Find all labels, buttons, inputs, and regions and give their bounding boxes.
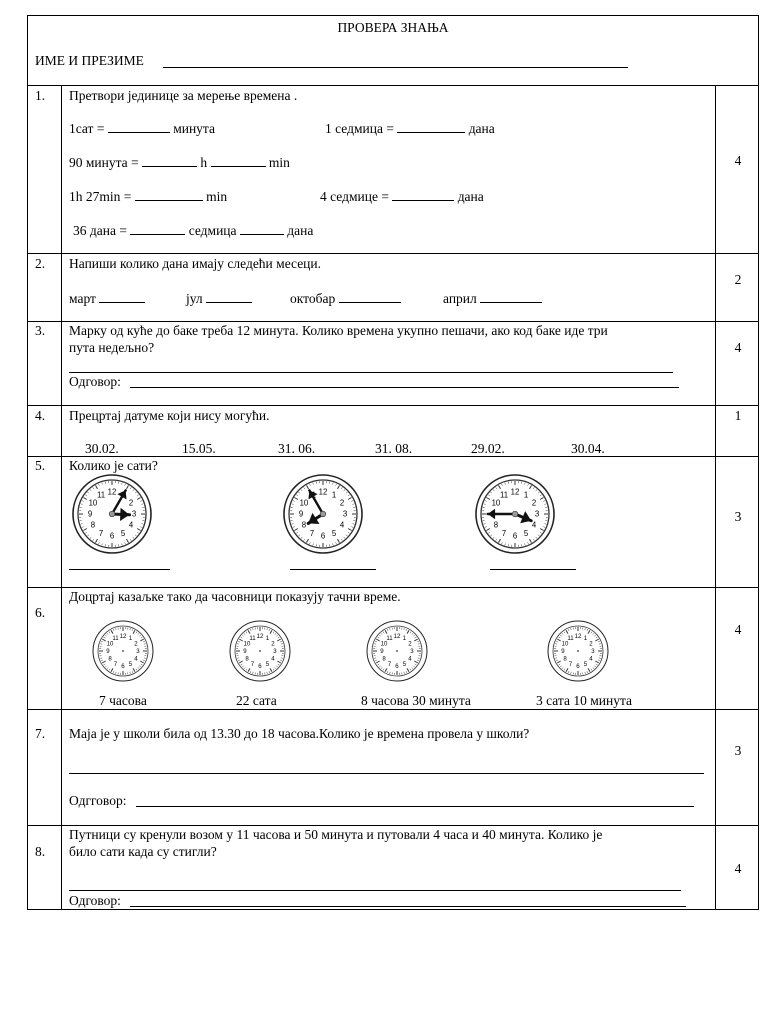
q7-answer-label: Одгговор: [69,793,127,808]
blank-clock-face[interactable] [546,619,610,683]
clock-number: 4 [408,655,412,663]
clock-number: 5 [128,661,133,669]
clock-number: 4 [128,520,134,530]
clock-number: 12 [107,487,117,497]
answer-blank[interactable] [108,120,170,133]
answer-line[interactable] [490,569,576,570]
q6-caption: 3 сата 10 минута [536,693,633,708]
clock-number: 12 [510,487,520,497]
clock-number: 4 [339,520,345,530]
blank-clock-face[interactable] [91,619,155,683]
clock-number: 7 [568,661,573,669]
q4-date[interactable]: 15.05. [182,441,216,456]
clock-number: 1 [583,635,588,643]
answer-line[interactable] [69,890,681,891]
name-field[interactable] [163,67,628,68]
q2-number: 2. [35,256,46,271]
q5-number: 5. [35,458,46,473]
clock-number: 3 [342,509,348,519]
q7-number: 7. [35,726,46,741]
clock-number: 9 [380,648,384,656]
clock-number: 11 [249,635,256,643]
clock-number: 9 [298,509,304,519]
clock-number: 11 [386,635,393,643]
q4-date[interactable]: 31. 08. [375,441,413,456]
blank-clock-face[interactable] [228,619,292,683]
q3-points: 4 [734,340,742,355]
clock-number: 10 [106,640,114,648]
q8-prompt-line2: било сати када су стигли? [69,844,217,859]
clock-number: 1 [331,490,337,500]
clock-number: 8 [382,655,386,663]
clock-number: 6 [512,531,518,541]
clock-number: 7 [501,528,507,538]
answer-blank[interactable] [142,154,197,167]
clock-number: 7 [250,661,255,669]
clock-number: 12 [119,633,127,641]
clock-number: 5 [265,661,270,669]
q1-row-b: 90 минута = h min [69,155,290,170]
q1-row-a1: 1сат = минута [69,121,215,136]
answer-line[interactable] [69,569,170,570]
q1-row-c2: 4 седмице = дана [320,189,484,204]
clock-number: 6 [320,531,326,541]
q4-points: 1 [734,408,742,423]
clock-number: 2 [408,640,412,648]
clock-face [474,473,556,555]
clock-number: 8 [90,520,96,530]
clock-number: 5 [402,661,407,669]
q6-points: 4 [734,622,742,637]
clock-number: 12 [318,487,328,497]
clock-number: 6 [258,663,262,671]
clock-number: 1 [523,490,529,500]
q2-month: март [69,290,145,307]
clock-number: 3 [534,509,540,519]
clock-number: 4 [589,655,593,663]
q2-month: април [443,290,542,307]
clock-number: 10 [380,640,388,648]
clock-number: 8 [493,520,499,530]
blank-clock-face[interactable] [365,619,429,683]
clock-number: 4 [271,655,275,663]
clock-number: 12 [256,633,264,641]
clock-number: 2 [339,498,345,508]
clock-number: 7 [98,528,104,538]
answer-line[interactable] [130,906,686,907]
q8-prompt-line1: Путници су кренули возом у 11 часова и 50 минута и путовали 4 часа и 40 минута. Колико је [69,827,603,842]
q1-number: 1. [35,88,46,103]
name-label: ИМЕ И ПРЕЗИМЕ [35,53,144,68]
answer-blank[interactable] [339,290,401,303]
q1-row-a2: 1 седмица = дана [325,121,495,136]
clock-number: 10 [491,498,501,508]
q8-answer-label: Одговор: [69,893,121,908]
answer-blank[interactable] [392,188,454,201]
clock-number: 5 [331,528,337,538]
clock-number: 1 [128,635,133,643]
clock-number: 6 [395,663,399,671]
clock-number: 9 [106,648,110,656]
clock-number: 2 [531,498,537,508]
clock-number: 2 [589,640,593,648]
answer-blank[interactable] [99,290,145,303]
answer-blank[interactable] [480,290,542,303]
clock-number: 10 [88,498,98,508]
answer-line[interactable] [130,387,679,388]
clock-number: 1 [402,635,407,643]
q8-number: 8. [35,844,46,859]
clock-number: 3 [591,648,595,656]
clock-number: 9 [87,509,93,519]
clock-number: 11 [96,490,106,500]
answer-blank[interactable] [206,290,252,303]
q6-number: 6. [35,605,46,620]
answer-blank[interactable] [211,154,266,167]
q3-number: 3. [35,323,46,338]
clock-number: 11 [112,635,119,643]
clock-number: 2 [271,640,275,648]
answer-line[interactable] [290,569,376,570]
q2-points: 2 [734,272,742,287]
clock-number: 5 [120,528,126,538]
q6-prompt: Доцртај казаљке тако да часовници показују тачни време. [69,589,401,604]
clock-number: 3 [136,648,140,656]
clock-number: 6 [576,663,580,671]
clock-number: 4 [531,520,537,530]
clock-number: 8 [108,655,112,663]
page-title: ПРОВЕРА ЗНАЊА [337,20,449,35]
answer-blank[interactable] [130,222,185,235]
q4-date[interactable]: 31. 06. [278,441,316,456]
clock-number: 7 [309,528,315,538]
clock-number: 12 [393,633,401,641]
q5-points: 3 [734,509,742,524]
clock-number: 6 [121,663,125,671]
clock-number: 2 [134,640,138,648]
q6-caption: 8 часова 30 минута [361,693,471,708]
q3-answer-label: Одговор: [69,374,121,389]
q3-prompt-line2: пута недељно? [69,340,155,355]
clock-number: 7 [113,661,118,669]
clock-number: 7 [387,661,392,669]
q7-points: 3 [734,743,742,758]
answer-blank[interactable] [135,188,203,201]
clock-number: 3 [410,648,414,656]
q7-prompt: Маја је у школи била од 13.30 до 18 часова.Колико је времена провела у школи? [69,726,530,741]
clock-number: 8 [245,655,249,663]
clock-number: 8 [301,520,307,530]
q2-month: октобар [290,290,401,307]
clock-number: 10 [299,498,309,508]
clock-number: 5 [523,528,529,538]
clock-number: 6 [109,531,115,541]
clock-number: 9 [561,648,565,656]
clock-number: 4 [134,655,138,663]
clock-number: 5 [583,661,588,669]
clock-number: 3 [273,648,277,656]
clock-number: 12 [574,633,582,641]
answer-line[interactable] [69,372,673,373]
answer-line[interactable] [136,806,694,807]
clock-number: 10 [243,640,251,648]
clock-number: 1 [265,635,270,643]
clock-number: 10 [561,640,569,648]
q2-prompt: Напиши колико дана имају следећи месеци. [69,256,322,271]
q3-prompt-line1: Марку од куће до баке треба 12 минута. Колико времена укупно пешачи, ако код баке иде три [69,323,608,338]
test-sheet [27,15,759,910]
q1-points: 4 [734,153,742,168]
q4-prompt: Прецртај датуме који нису могући. [69,408,270,423]
q1-row-d: 36 дана = седмица дана [73,223,314,238]
clock-face [282,473,364,555]
q2-month: јул [186,290,252,307]
q5-prompt: Колико је сати? [69,458,158,473]
q1-prompt: Претвори јединице за мерење времена . [69,88,298,103]
clock-face [71,473,153,555]
clock-number: 11 [499,490,509,500]
q4-date[interactable]: 29.02. [471,441,505,456]
answer-blank[interactable] [240,222,284,235]
clock-number: 2 [128,498,134,508]
answer-blank[interactable] [397,120,465,133]
clock-number: 11 [567,635,574,643]
q8-points: 4 [734,861,742,876]
q4-date[interactable]: 30.02. [85,441,119,456]
q6-caption: 22 сата [236,693,277,708]
clock-number: 3 [131,509,137,519]
q4-number: 4. [35,408,46,423]
clock-number: 9 [243,648,247,656]
answer-line[interactable] [69,773,704,774]
q6-caption: 7 часова [99,693,147,708]
q4-date[interactable]: 30.04. [571,441,605,456]
clock-number: 8 [563,655,567,663]
q1-row-c1: 1h 27min = min [69,189,228,204]
